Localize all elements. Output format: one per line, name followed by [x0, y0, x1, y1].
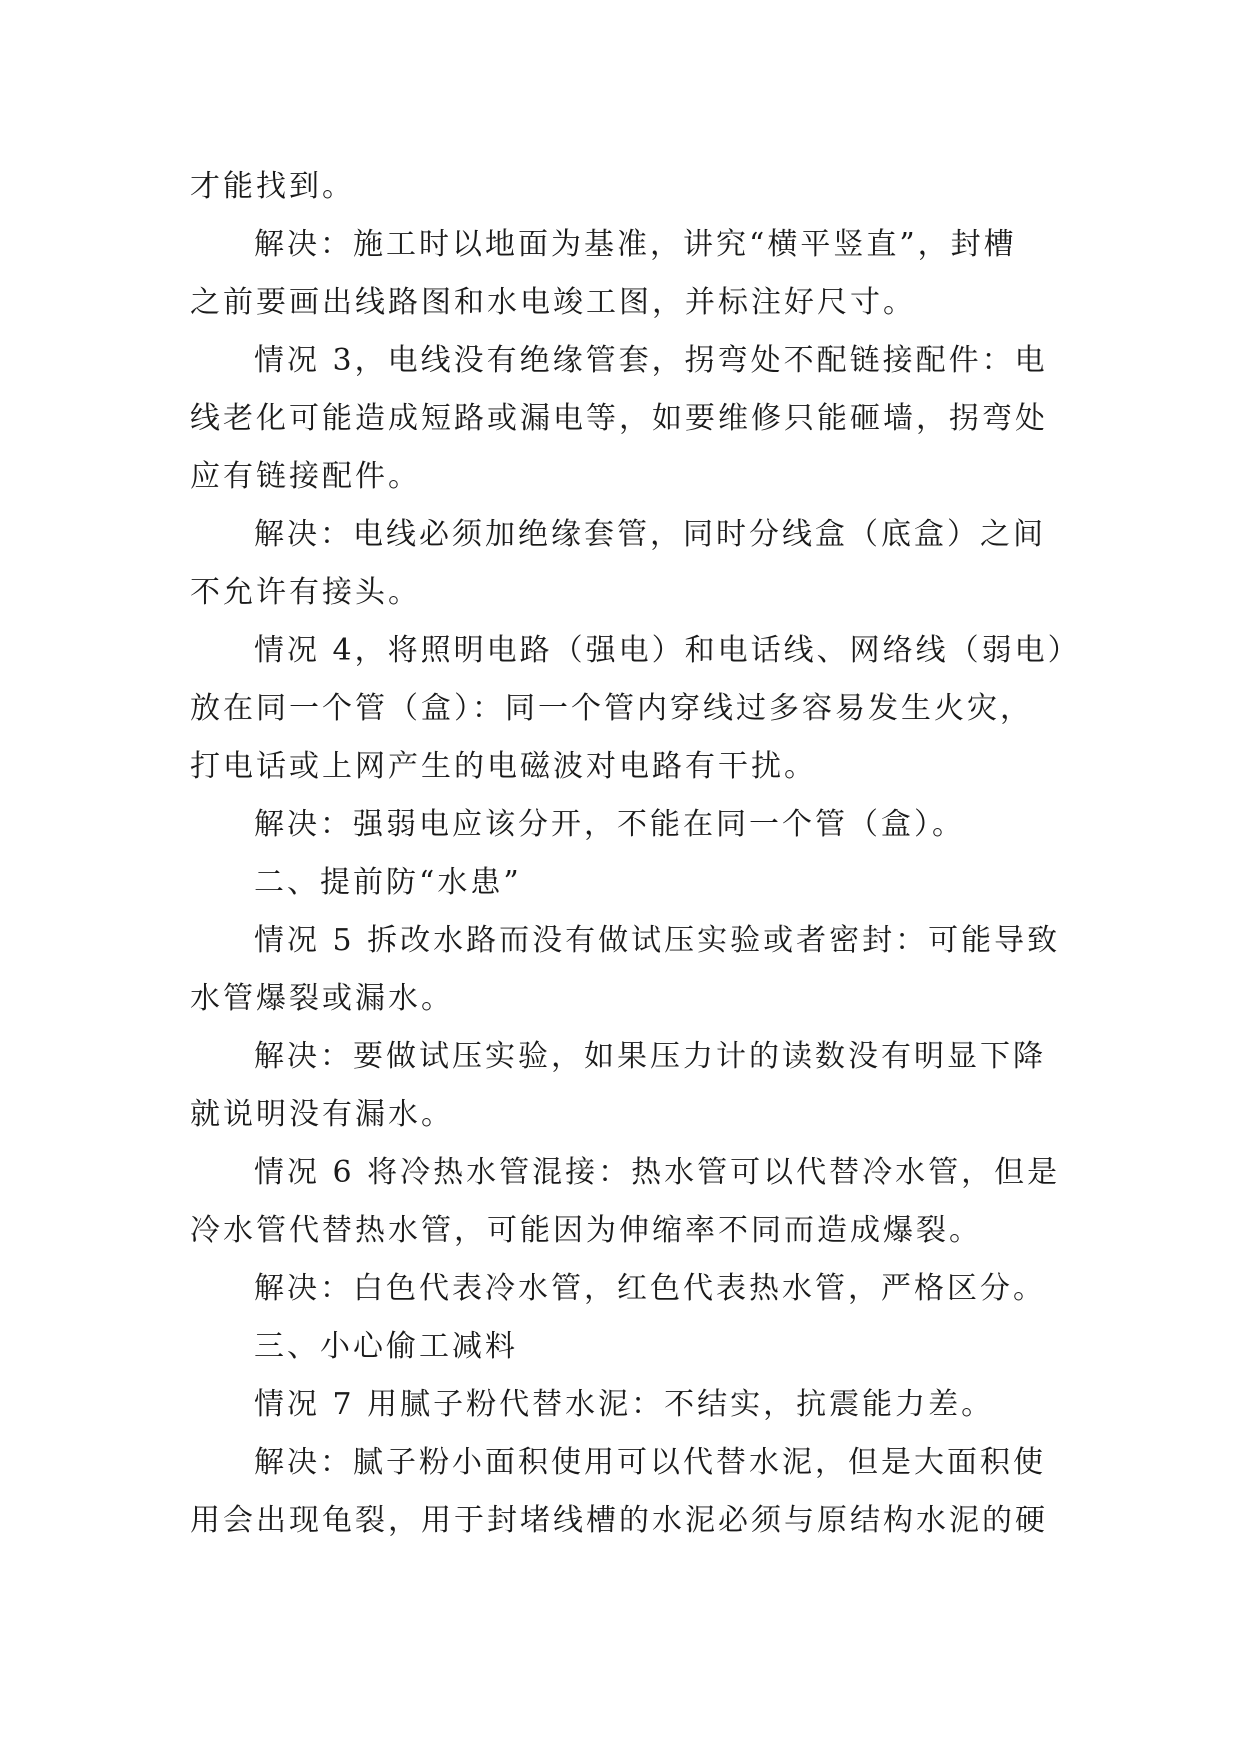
- text-line: 解决：电线必须加绝缘套管，同时分线盒（底盒）之间: [254, 517, 1046, 552]
- text-line: 线老化可能造成短路或漏电等，如要维修只能砸墙，拐弯处: [190, 401, 1048, 436]
- text-line: 才能找到。: [190, 169, 355, 204]
- text-line: 冷水管代替热水管，可能因为伸缩率不同而造成爆裂。: [190, 1213, 982, 1248]
- text-line: 就说明没有漏水。: [190, 1097, 454, 1132]
- text-line: 解决：要做试压实验，如果压力计的读数没有明显下降: [254, 1039, 1046, 1074]
- text-line: 水管爆裂或漏水。: [190, 981, 454, 1016]
- text-line: 解决：白色代表冷水管，红色代表热水管，严格区分。: [254, 1271, 1046, 1306]
- section-heading: 三、小心偷工减料: [254, 1329, 518, 1364]
- text-line: 情况 6 将冷热水管混接：热水管可以代替冷水管，但是: [254, 1155, 1061, 1190]
- text-line: 不允许有接头。: [190, 575, 421, 610]
- text-line: 情况 5 拆改水路而没有做试压实验或者密封：可能导致: [254, 923, 1061, 958]
- text-line: 解决：强弱电应该分开，不能在同一个管（盒）。: [254, 807, 965, 842]
- text-line: 放在同一个管（盒）：同一个管内穿线过多容易发生火灾，: [190, 691, 1033, 726]
- text-line: 情况 4，将照明电路（强电）和电话线、网络线（弱电）: [254, 633, 1081, 668]
- body-text: [190, 158, 1081, 1550]
- text-line: 情况 3，电线没有绝缘管套，拐弯处不配链接配件：电: [254, 343, 1048, 378]
- text-line: 用会出现龟裂，用于封堵线槽的水泥必须与原结构水泥的硬: [190, 1503, 1048, 1538]
- section-heading: 二、提前防“水患”: [254, 865, 522, 900]
- text-line: 解决：腻子粉小面积使用可以代替水泥，但是大面积使: [254, 1445, 1046, 1480]
- text-line: 解决：施工时以地面为基准，讲究“横平竖直”，封槽: [254, 227, 1017, 262]
- text-line: 打电话或上网产生的电磁波对电路有干扰。: [190, 749, 817, 784]
- text-line: 之前要画出线路图和水电竣工图，并标注好尺寸。: [190, 285, 916, 320]
- text-line: 情况 7 用腻子粉代替水泥：不结实，抗震能力差。: [254, 1387, 995, 1422]
- text-line: 应有链接配件。: [190, 459, 421, 494]
